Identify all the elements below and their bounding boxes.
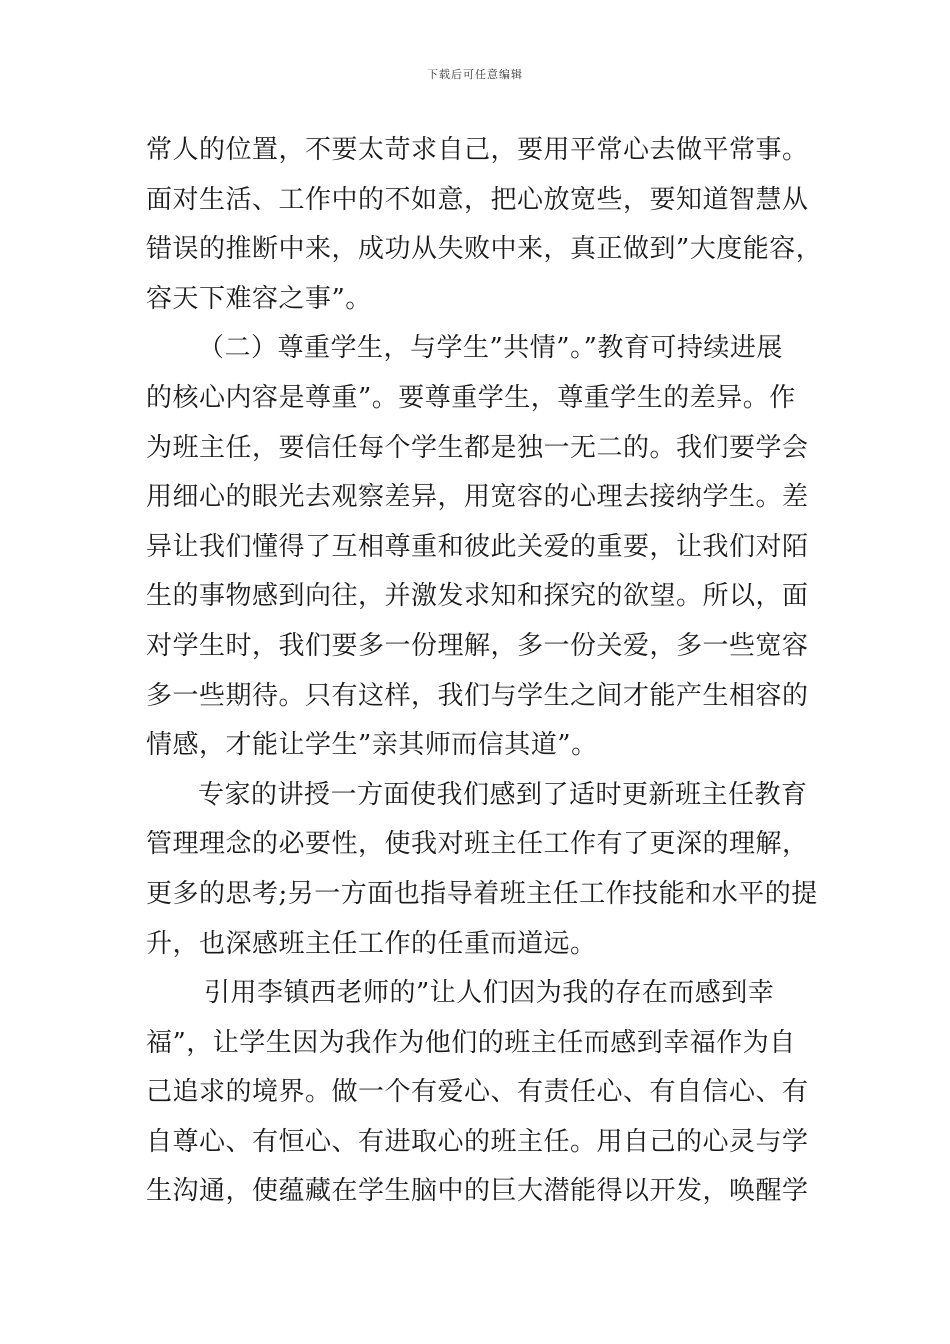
text-line: 生沟通，使蕴藏在学生脑中的巨大潜能得以开发，唤醒学 [146, 1176, 809, 1207]
text-line: 自尊心、有恒心、有进取心的班主任。用自己的心灵与学 [146, 1126, 809, 1157]
text-line: 对学生时，我们要多一份理解，多一份关爱，多一些宽容 [146, 630, 809, 661]
text-line: 的核心内容是尊重”。要尊重学生，尊重学生的差异。作 [146, 382, 796, 413]
text-line: 异让我们懂得了互相尊重和彼此关爱的重要，让我们对陌 [146, 531, 809, 562]
text-line: 福”，让学生因为我作为他们的班主任而感到幸福作为自 [146, 1027, 796, 1058]
text-line: 己追求的境界。做一个有爱心、有责任心、有自信心、有 [146, 1077, 809, 1108]
text-line: 引用李镇西老师的”让人们因为我的存在而感到幸 [204, 978, 775, 1009]
text-line: 常人的位置，不要太苛求自己，要用平常心去做平常事。 [146, 135, 809, 165]
text-line: 用细心的眼光去观察差异，用宽容的心理去接纳学生。差 [146, 482, 809, 513]
text-line: （二）尊重学生，与学生”共情”。”教育可持续进展 [198, 333, 783, 364]
text-line: 升，也深感班主任工作的任重而道远。 [146, 928, 597, 959]
text-line: 为班主任，要信任每个学生都是独一无二的。我们要学会 [146, 432, 809, 463]
text-line: 更多的思考;另一方面也指导着班主任工作技能和水平的提 [146, 878, 818, 909]
text-line: 多一些期待。只有这样，我们与学生之间才能产生相容的 [146, 680, 809, 711]
text-line: 情感，才能让学生”亲其师而信其道”。 [146, 730, 598, 761]
text-line: 面对生活、工作中的不如意，把心放宽些，要知道智慧从 [146, 184, 809, 215]
text-line: 生的事物感到向往，并激发求知和探究的欲望。所以，面 [146, 581, 809, 612]
text-line: 容天下难容之事”。 [146, 283, 372, 314]
page-header-note: 下载后可任意编辑 [427, 68, 523, 81]
text-line: 管理理念的必要性，使我对班主任工作有了更深的理解， [146, 829, 809, 860]
text-line: 专家的讲授一方面使我们感到了适时更新班主任教育 [198, 779, 808, 810]
text-line: 错误的推断中来，成功从失败中来，真正做到”大度能容， [146, 234, 823, 265]
document-body [146, 126, 826, 1217]
